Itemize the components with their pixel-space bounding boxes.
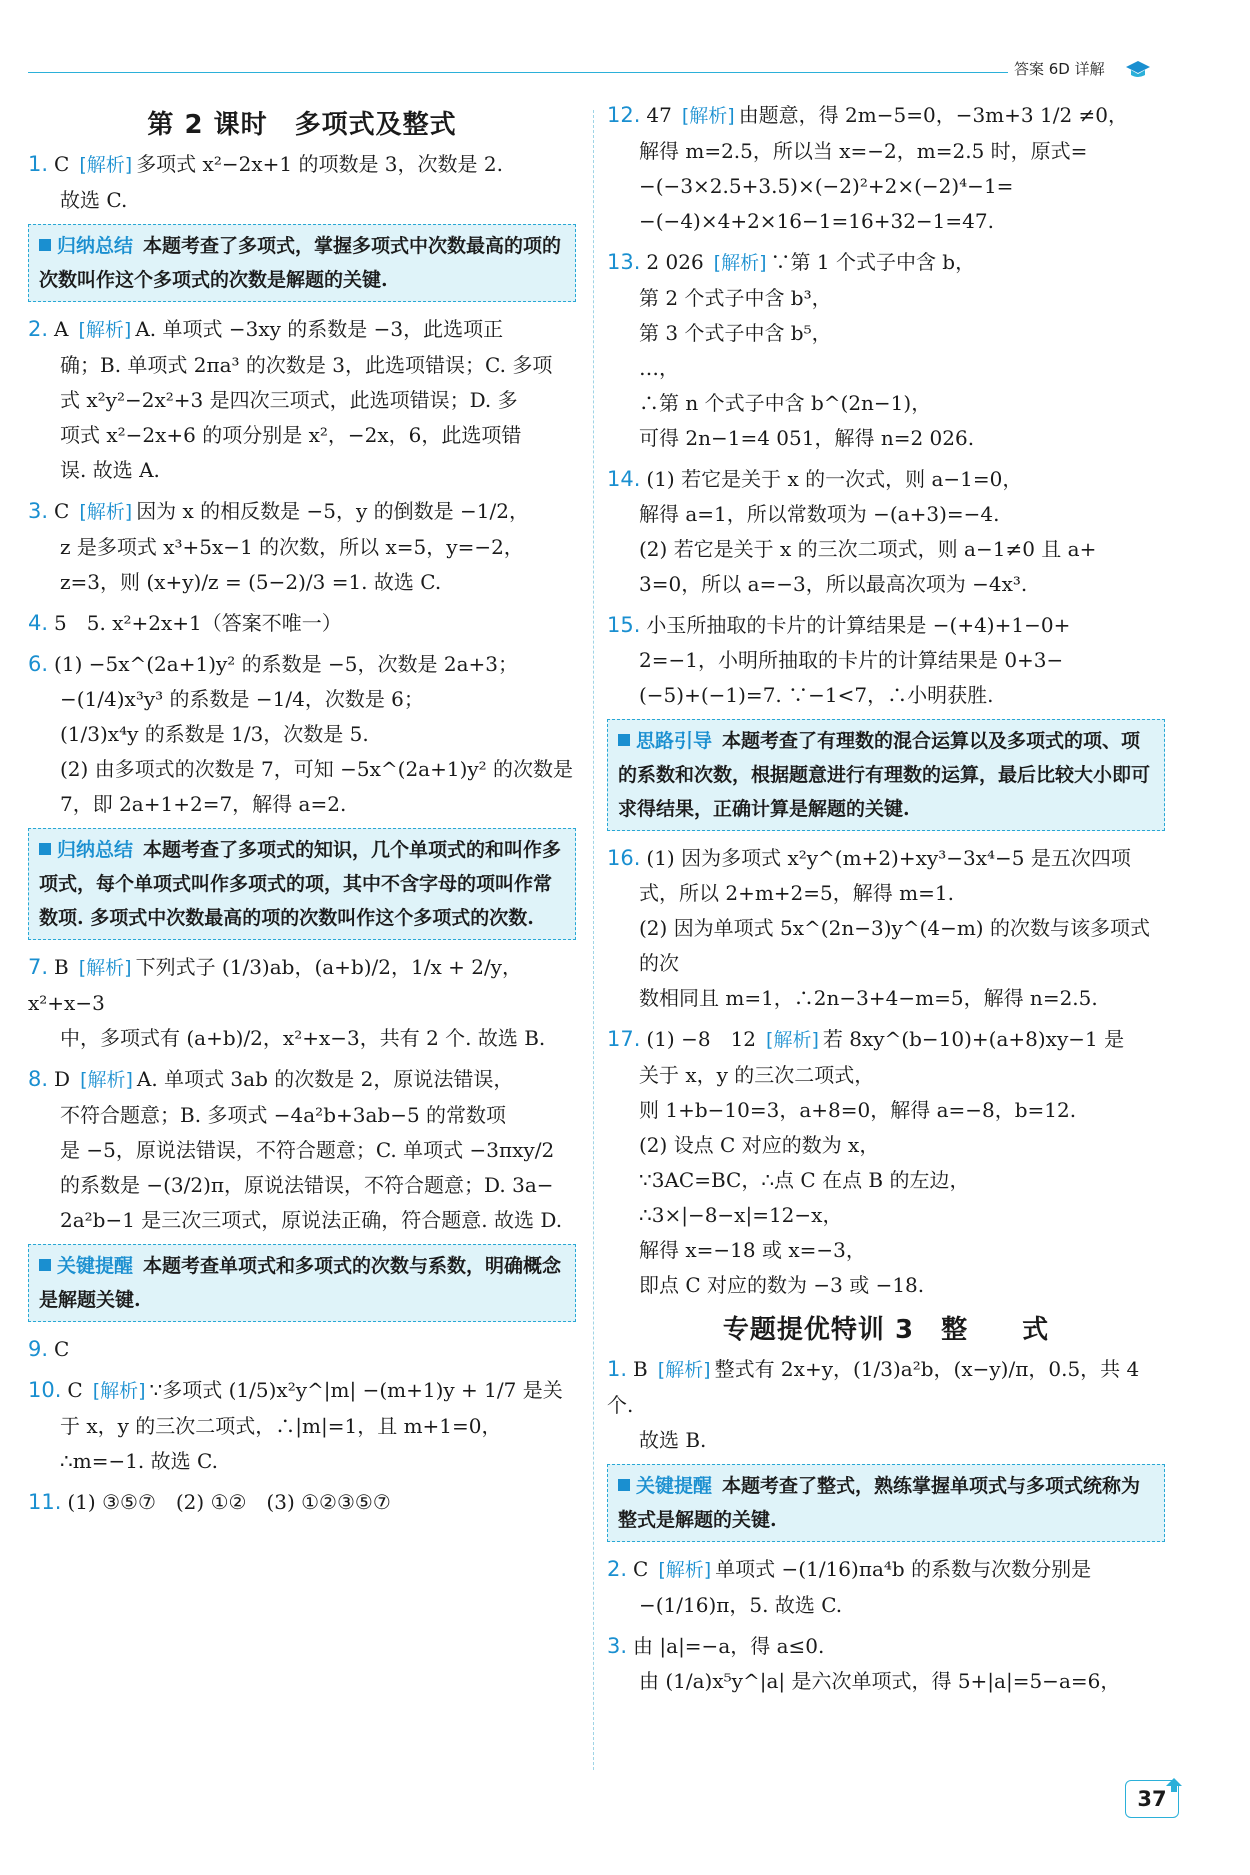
question-16: 16. (1) 因为多项式 x²y^(m+2)+xy³−3x⁴−5 是五次四项 式，所以 2+m+2=5，解得 m=1. (2) 因为单项式 5x^(2n−3)y^(4−m) 的次数与该多项式的次 数相同且 m=1，∴2n−3+4−m=5，解得 n=2.5. bbox=[607, 846, 1150, 1010]
right-column bbox=[607, 98, 1165, 1705]
question-12: 12. 47 [解析] 由题意，得 2m−5=0，−3m+3 1/2 ≠0， 解得 m=2.5，所以当 x=−2，m=2.5 时，原式= −(−3×2.5+3.5)×(−2)²+2×(−2)⁴−1= −(−4)×4+2×16−1=16+32−1=47. bbox=[607, 103, 1129, 233]
key-reminder-box: 关键提醒 本题考查了整式，熟练掌握单项式与多项式统称为整式是解题的关键. bbox=[607, 1464, 1165, 1542]
question-14: 14. (1) 若它是关于 x 的一次式，则 a−1=0， 解得 a=1，所以常数项为 −(a+3)=−4. (2) 若它是关于 x 的三次二项式，则 a−1≠0 且 a+ 3=0，所以 a=−3，所以最高次项为 −4x³. bbox=[607, 467, 1097, 596]
question-1: 1. C [解析] 多项式 x²−2x+1 的项数是 3，次数是 2. 故选 C. bbox=[28, 152, 503, 212]
question-13: 13. 2 026 [解析] ∵第 1 个式子中含 b， 第 2 个式子中含 b³， 第 3 个式子中含 b⁵， …， ∴第 n 个式子中含 b^(2n−1)， 可得 2n−1=4 051，解得 n=2 026. bbox=[607, 250, 976, 450]
box-marker-icon bbox=[39, 1259, 51, 1271]
box-marker-icon bbox=[39, 843, 51, 855]
left-column bbox=[28, 98, 576, 1526]
arrow-up-icon bbox=[1166, 1778, 1182, 1792]
practice-1: 1. B [解析] 整式有 2x+y，(1/3)a²b，(x−y)/π，0.5，共 4 个. 故选 B. bbox=[607, 1357, 1140, 1452]
question-6: 6. (1) −5x^(2a+1)y² 的系数是 −5，次数是 2a+3； −(1/4)x³y³ 的系数是 −1/4，次数是 6； (1/3)x⁴y 的系数是 1/3，次数是 5. (2) 由多项式的次数是 7，可知 −5x^(2a+1)y² 的次数是 7，即 2a+1+2=7，解得 a=2. bbox=[28, 652, 574, 816]
question-8: 8. D [解析] A. 单项式 3ab 的次数是 2，原说法错误， 不符合题意；B. 多项式 −4a²b+3ab−5 的常数项 是 −5，原说法错误，不符合题意；C. 单项式 −3πxy/2 的系数是 −(3/2)π，原说法错误，不符合题意；D. 3a− 2a²b−1 是三次三项式，原说法正确，符合题意. 故选 D. bbox=[28, 1067, 563, 1232]
header-label: 答案 6D 详解 bbox=[1014, 60, 1105, 78]
column-divider bbox=[593, 110, 594, 1770]
box-marker-icon bbox=[618, 1479, 630, 1491]
question-17: 17. (1) −8 12 [解析] 若 8xy^(b−10)+(a+8)xy−1 是 关于 x，y 的三次二项式， 则 1+b−10=3，a+8=0，解得 a=−8，b=12. (2) 设点 C 对应的数为 x， ∵3AC=BC，∴点 C 在点 B 的左边， ∴3×|−8−x|=12−x， 解得 x=−18 或 x=−3， 即点 C 对应的数为 −3 或 −18. bbox=[607, 1027, 1125, 1297]
question-4-5: 4. 5 5. x²+2x+1（答案不唯一） bbox=[28, 611, 342, 635]
thinking-guide-box: 思路引导 本题考查了有理数的混合运算以及多项式的项、项的系数和次数，根据题意进行有理数的运算，最后比较大小即可求得结果，正确计算是解题的关键. bbox=[607, 719, 1165, 831]
graduation-cap-icon bbox=[1125, 58, 1151, 82]
practice-3: 3. 由 |a|=−a，得 a≤0. 由 (1/a)x⁵y^|a| 是六次单项式，得 5+|a|=5−a=6， bbox=[607, 1634, 1121, 1693]
summary-box: 归纳总结 本题考查了多项式，掌握多项式中次数最高的项的次数叫作这个多项式的次数是解题的关键. bbox=[28, 224, 576, 302]
question-9: 9. C bbox=[28, 1337, 70, 1361]
question-15: 15. 小玉所抽取的卡片的计算结果是 −(+4)+1−0+ 2=−1，小明所抽取的卡片的计算结果是 0+3− (−5)+(−1)=7. ∵−1<7，∴小明获胜. bbox=[607, 613, 1071, 707]
question-10: 10. C [解析] ∵多项式 (1/5)x²y^|m| −(m+1)y + 1/7 是关 于 x，y 的三次二项式，∴|m|=1，且 m+1=0， ∴m=−1. 故选 C. bbox=[28, 1378, 563, 1473]
key-reminder-box: 关键提醒 本题考查单项式和多项式的次数与系数，明确概念是解题关键. bbox=[28, 1244, 576, 1322]
summary-box: 归纳总结 本题考查了多项式的知识，几个单项式的和叫作多项式，每个单项式叫作多项式的项，其中不含字母的项叫作常数项. 多项式中次数最高的项的次数叫作这个多项式的次数. bbox=[28, 828, 576, 940]
question-2: 2. A [解析] A. 单项式 −3xy 的系数是 −3，此选项正 确；B. 单项式 2πa³ 的次数是 3，此选项错误；C. 多项 式 x²y²−2x²+3 是四次三项式，此选项错误；D. 多 项式 x²−2x+6 的项分别是 x²，−2x，6，此选项错 误. 故选 A. bbox=[28, 317, 553, 482]
header-rule bbox=[28, 72, 1008, 73]
question-3: 3. C [解析] 因为 x 的相反数是 −5，y 的倒数是 −1/2， z 是多项式 x³+5x−1 的次数，所以 x=5，y=−2， z=3，则 (x+y)/z = (5−2)/3 =1. 故选 C. bbox=[28, 499, 529, 594]
box-marker-icon bbox=[618, 734, 630, 746]
question-7: 7. B [解析] 下列式子 (1/3)ab，(a+b)/2，1/x + 2/y，x²+x−3 中，多项式有 (a+b)/2，x²+x−3，共有 2 个. 故选 B. bbox=[28, 955, 546, 1050]
practice-2: 2. C [解析] 单项式 −(1/16)πa⁴b 的系数与次数分别是 −(1/16)π，5. 故选 C. bbox=[607, 1557, 1092, 1617]
page-number: 37 bbox=[1125, 1780, 1179, 1818]
section-title: 专题提优特训 3 整 式 bbox=[722, 1315, 1050, 1345]
lesson-title: 第 2 课时 多项式及整式 bbox=[147, 110, 457, 140]
box-marker-icon bbox=[39, 239, 51, 251]
question-11: 11. (1) ③⑤⑦ (2) ①② (3) ①②③⑤⑦ bbox=[28, 1490, 391, 1514]
